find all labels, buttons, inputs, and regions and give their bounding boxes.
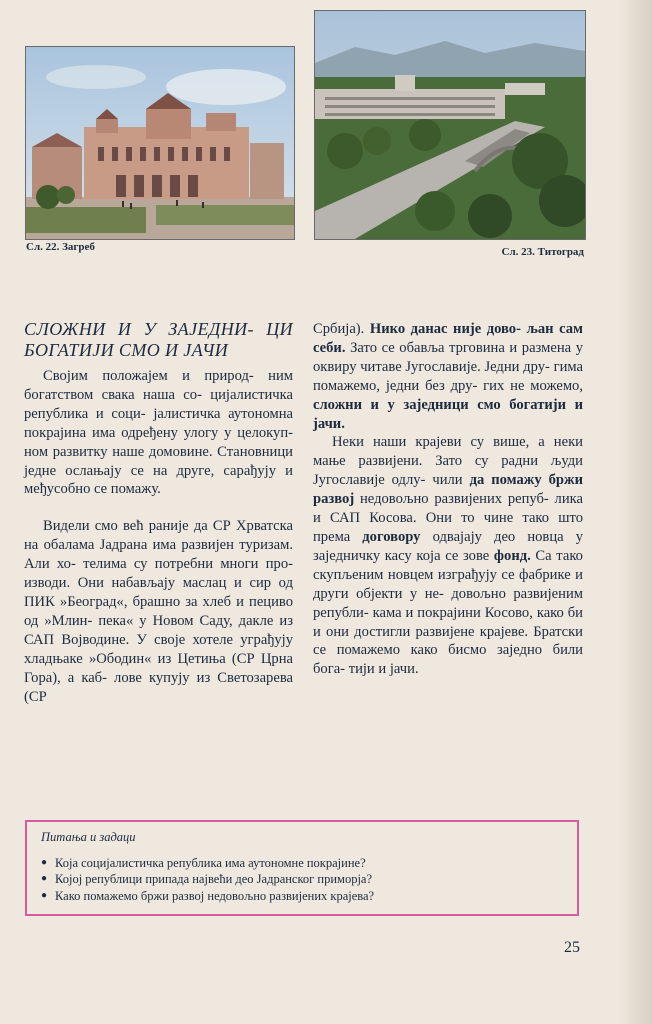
questions-box bbox=[25, 820, 579, 916]
text-run: недовољно развијених репуб- лика и САП Косова. Они то чине тако што према bbox=[313, 491, 583, 545]
figure-caption-titograd: Сл. 23. Титоград bbox=[501, 246, 584, 258]
text-run: одвајају део новца у заједничку касу која се зове bbox=[313, 528, 583, 564]
paragraph: Својим положајем и природ- ним богатством свака наша со- цијалистичка република и соци- јалистичка аутономна покрајина има одређену улогу у целокуп- ном развитку наше домовине. Становници једне ослањају се на друге, сарађују и међусобно се помажу. bbox=[24, 368, 293, 498]
question-item: ● Којој републици припада највећи део Јадранског приморја? bbox=[41, 871, 563, 888]
emphasis-text: фонд. bbox=[493, 547, 531, 564]
emphasis-text: сложни и у заједници смо богатији и јачи. bbox=[313, 396, 583, 432]
emphasis-text: Нико данас није дово- љан сам себи. bbox=[313, 321, 583, 356]
question-item: ● Како помажемо бржи развој недовољно развијених крајева? bbox=[41, 888, 563, 905]
paragraph bbox=[313, 320, 583, 433]
text-run: Србија). bbox=[313, 321, 365, 337]
questions-title: Питања и задаци bbox=[41, 830, 136, 844]
emphasis-text: договору bbox=[362, 528, 421, 545]
emphasis-text: да помажу бржи развој bbox=[313, 472, 583, 508]
paragraph: Видели смо већ раније да СР Хрватска на обалама Јадрана има развијен туризам. Али хо- телима су потребни многи про- изводи. Они набављају маслац и сир од ПИК »Београд«, брашно за хлеб и пециво од »Млин- пека« у Новом Саду, дакле из САП Војводине. У своје хотеле уграђују хладњаке »Ободин« из Цетиња (СР Црна Гора), а каб- лове купују из Светозарева (СР bbox=[24, 518, 293, 705]
paragraph bbox=[313, 433, 583, 679]
page-edge-shadow bbox=[618, 0, 652, 1024]
section-heading: СЛОЖНИ И У ЗАЈЕДНИ- ЦИ БОГАТИЈИ СМО И ЈАЧИ bbox=[24, 319, 293, 360]
zagreb-theatre-photo bbox=[25, 46, 295, 240]
titograd-city-photo bbox=[314, 10, 586, 240]
left-column bbox=[24, 319, 293, 706]
text-run: Неки наши крајеви су више, а неки мање развијени. Зато су радни људи Југославије одлу- чили bbox=[313, 434, 583, 489]
questions-list bbox=[41, 855, 563, 905]
text-run: Зато се обавља трговина и размена у оквиру читаве Југославије. Једни дру- гима помажемо, једни без дру- гих не можемо, bbox=[313, 339, 583, 394]
right-column bbox=[313, 320, 583, 679]
text-run: Са тако скупљеним новцем изграђују се фабрике и други објекти у не- довољно развијеним републи- кама и покрајини Косово, како би и они достигли развијене крајеве. Братски се помажемо како бисмо заједно били бога- тији и јачи. bbox=[313, 547, 583, 678]
question-item: ● Која социјалистичка република има аутономне покрајине? bbox=[41, 855, 563, 872]
figure-caption-zagreb: Сл. 22. Загреб bbox=[26, 241, 95, 253]
page-number: 25 bbox=[564, 939, 580, 956]
